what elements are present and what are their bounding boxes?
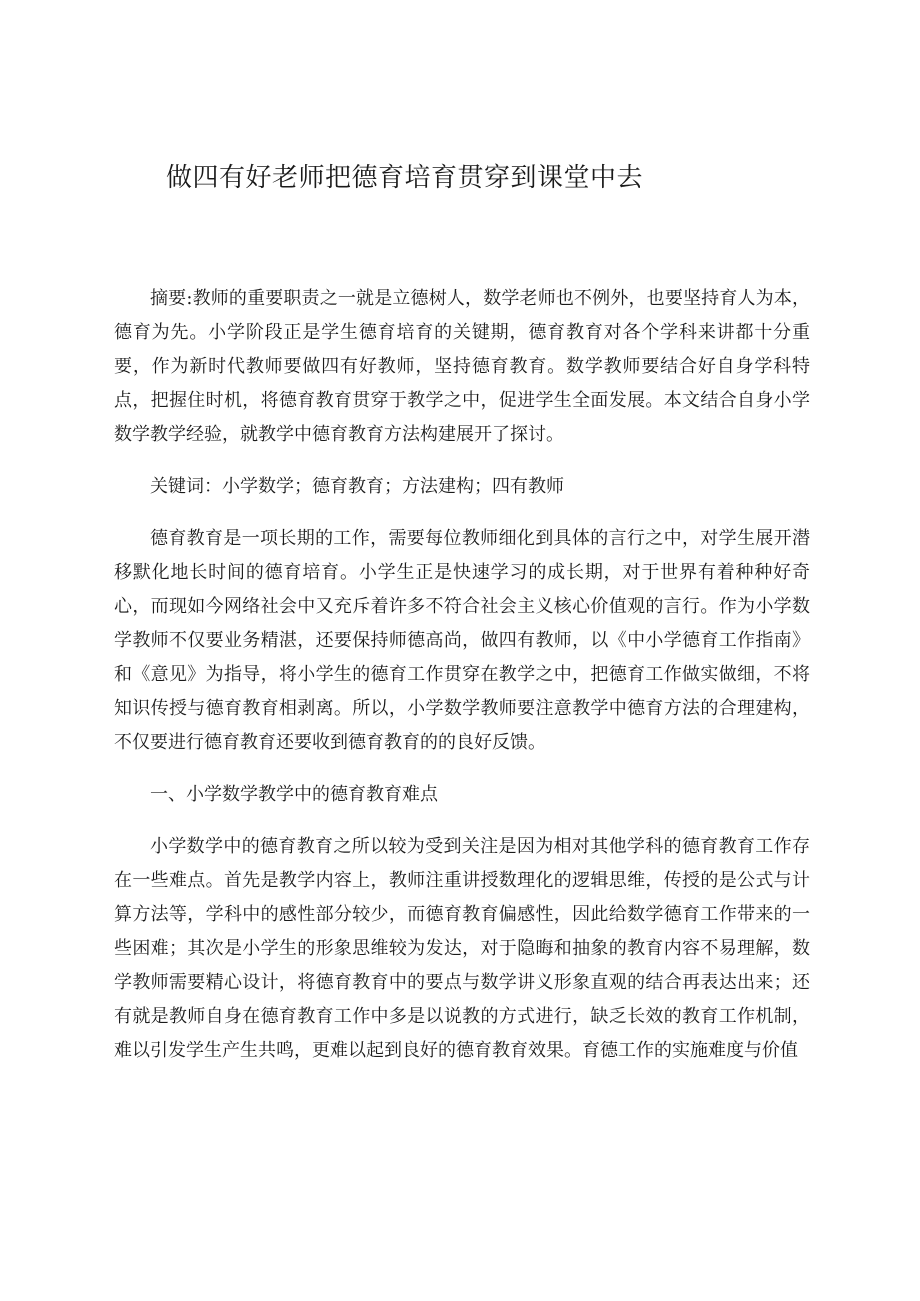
abstract-paragraph	[114, 282, 810, 452]
document-title: 做四有好老师把德育培育贯穿到课堂中去	[166, 163, 644, 193]
document-body	[114, 282, 810, 1086]
keyword-item: 小学数学	[222, 476, 294, 497]
section-heading: 一、小学数学教学中的德育教育难点	[150, 784, 438, 805]
keywords-label: 关键词：	[150, 476, 222, 497]
section-paragraph: 小学数学中的德育教育之所以较为受到关注是因为相对其他学科的德育教育工作存在一些难点。首先是教学内容上，教师注重讲授数理化的逻辑思维，传授的是公式与计算方法等，学科中的感性部分较少，而德育教育偏感性，因此给数学德育工作带来的一些困难；其次是小学生的形象思维较为发达，对于隐晦和抽象的教育内容不易理解，数学教师需要精心设计，将德育教育中的要点与数学讲义形象直观的结合再表达出来；还有就是教师自身在德育教育工作中多是以说教的方式进行，缺乏长效的教育工作机制，难以引发学生产生共鸣，更难以起到良好的德育教育效果。育德工作的实施难度与价值	[114, 836, 810, 1061]
keyword-item: ； 四有教师	[474, 476, 564, 497]
keyword-item: ； 方法建构	[384, 476, 474, 497]
abstract-text: 教师的重要职责之一就是立德树人，数学老师也不例外，也要坚持育人为本，德育为先。小学阶段正是学生德育培育的关键期，德育教育对各个学科来讲都十分重要，作为新时代教师要做四有好教师，坚持德育教育。数学教师要结合好自身学科特点，把握住时机，将德育教育贯穿于教学之中，促进学生全面发展。本文结合自身小学数学教学经验，就教学中德育教育方法构建展开了探讨。	[114, 288, 810, 445]
keywords-list	[222, 476, 564, 497]
keyword-item: ； 德育教育	[294, 476, 384, 497]
abstract-label: 摘要:	[150, 288, 193, 309]
intro-paragraph: 德育教育是一项长期的工作，需要每位教师细化到具体的言行之中，对学生展开潜移默化地长时间的德育培育。小学生正是快速学习的成长期，对于世界有着种种好奇心，而现如今网络社会中又充斥着许多不符合社会主义核心价值观的言行。作为小学数学教师不仅要业务精湛，还要保持师德高尚，做四有教师，以《中小学德育工作指南》和《意见》为指导，将小学生的德育工作贯穿在教学之中，把德育工作做实做细，不将知识传授与德育教育相剥离。所以，小学数学教师要注意教学中德育方法的合理建构，不仅要进行德育教育还要收到德育教育的的良好反馈。	[114, 528, 810, 753]
keywords-paragraph	[114, 470, 810, 504]
